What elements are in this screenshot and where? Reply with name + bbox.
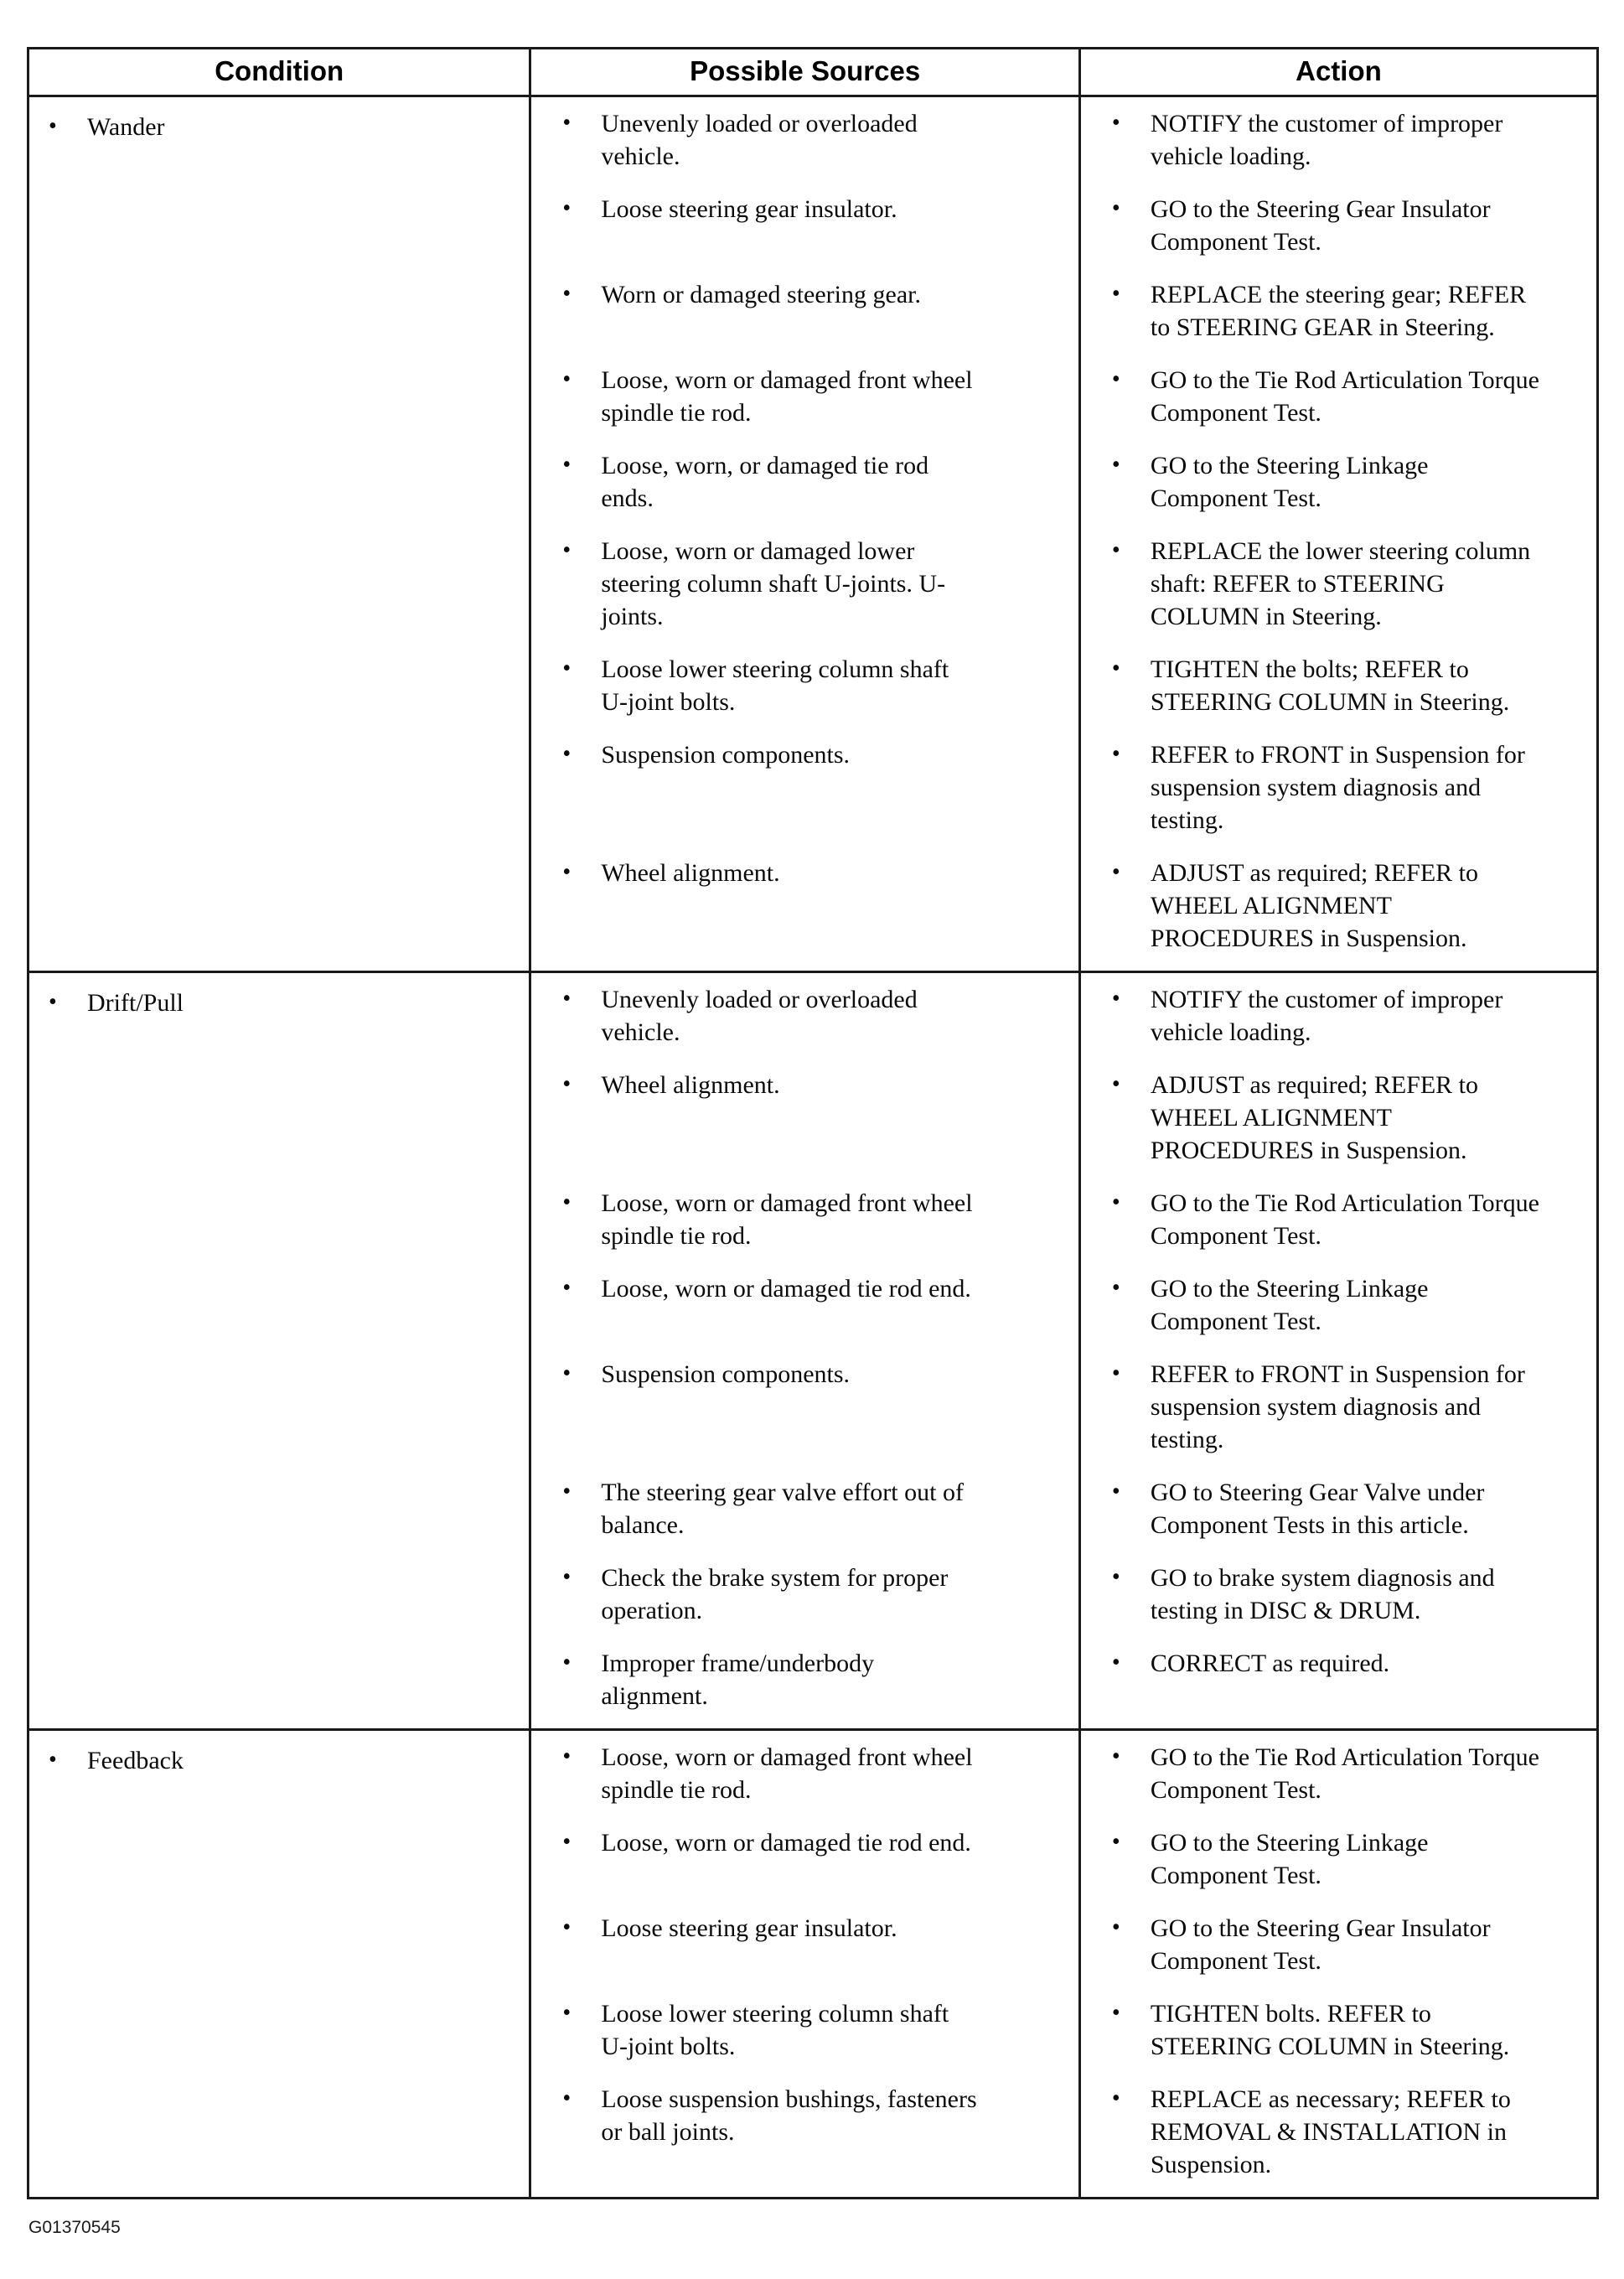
source-text: Loose, worn or damaged front wheel spindle tie rod. [601, 366, 973, 427]
source-cell [530, 649, 1080, 734]
action-cell [1079, 1268, 1597, 1354]
list-item [532, 360, 1078, 444]
action-cell [1079, 1993, 1597, 2079]
bullet-icon: • [1111, 281, 1120, 307]
bullet-icon: • [1111, 1071, 1120, 1097]
source-text: Loose, worn or damaged tie rod end. [601, 1275, 971, 1303]
bullet-icon: • [562, 2085, 572, 2111]
condition-label: Wander [87, 113, 165, 141]
source-cell [530, 734, 1080, 852]
table-row [28, 1730, 1598, 1823]
bullet-icon: • [1111, 452, 1120, 478]
list-item [1082, 1823, 1596, 1907]
action-text: TIGHTEN the bolts; REFER to STEERING COLUMN in Steering. [1150, 655, 1510, 716]
bullet-icon: • [1111, 537, 1120, 563]
source-text: Improper frame/underbody alignment. [601, 1650, 875, 1710]
list-item [1082, 650, 1596, 733]
action-text: GO to the Tie Rod Articulation Torque Component Test. [1150, 366, 1539, 427]
condition-cell [28, 96, 530, 972]
condition-cell [28, 972, 530, 1730]
source-text: Wheel alignment. [601, 1071, 780, 1099]
source-cell [530, 531, 1080, 649]
action-cell [1079, 1354, 1597, 1472]
action-text: GO to the Tie Rod Articulation Torque Component Test. [1150, 1743, 1539, 1804]
source-text: Worn or damaged steering gear. [601, 281, 921, 308]
figure-code: G01370545 [28, 2218, 121, 2237]
list-item [532, 735, 1078, 786]
bullet-icon: • [562, 1650, 572, 1676]
bullet-icon: • [1111, 2000, 1120, 2026]
action-cell [1079, 360, 1597, 445]
action-cell [1079, 649, 1597, 734]
bullet-icon: • [1111, 110, 1120, 136]
condition-cell [28, 1730, 530, 2199]
bullet-icon: • [1111, 1650, 1120, 1676]
source-cell [530, 1730, 1080, 1823]
source-text: Loose lower steering column shaft U-joint bolts. [601, 2000, 949, 2060]
action-cell [1079, 1183, 1597, 1268]
list-item [1082, 1644, 1596, 1695]
bullet-icon: • [49, 989, 57, 1015]
source-cell [530, 972, 1080, 1065]
table-row [28, 96, 1598, 189]
source-text: Loose suspension bushings, fasteners or ball joints. [601, 2085, 977, 2146]
bullet-icon: • [562, 1479, 572, 1505]
action-cell [1079, 274, 1597, 360]
list-item [1082, 1558, 1596, 1642]
list-item [1082, 1473, 1596, 1556]
list-item [532, 1558, 1078, 1642]
list-item [30, 980, 528, 1028]
table-header-row [28, 49, 1598, 96]
list-item [1082, 275, 1596, 359]
list-item [1082, 980, 1596, 1064]
list-item [1082, 360, 1596, 444]
source-cell [530, 1064, 1080, 1183]
source-text: Loose, worn or damaged front wheel spindle tie rod. [601, 1189, 973, 1250]
action-cell [1079, 1908, 1597, 1993]
source-cell [530, 274, 1080, 360]
source-cell [530, 1268, 1080, 1354]
bullet-icon: • [49, 1747, 57, 1773]
list-item [1082, 853, 1596, 970]
action-text: NOTIFY the customer of improper vehicle loading. [1150, 110, 1503, 170]
list-item [532, 189, 1078, 241]
action-cell [1079, 2079, 1597, 2199]
action-text: GO to brake system diagnosis and testing in DISC & DRUM. [1150, 1564, 1495, 1624]
header-possible-sources: Possible Sources [530, 49, 1080, 96]
list-item [532, 650, 1078, 733]
list-item [532, 1184, 1078, 1267]
action-cell [1079, 1730, 1597, 1823]
action-cell [1079, 1643, 1597, 1730]
source-cell [530, 360, 1080, 445]
bullet-icon: • [562, 2000, 572, 2026]
header-condition: Condition [28, 49, 530, 96]
source-text: Suspension components. [601, 1360, 851, 1388]
action-cell [1079, 852, 1597, 972]
list-item [532, 1269, 1078, 1320]
action-text: GO to the Steering Gear Insulator Component Test. [1150, 1914, 1491, 1975]
source-text: Loose, worn or damaged lower steering column shaft U-joints. U-joints. [601, 537, 946, 630]
list-item [1082, 735, 1596, 852]
bullet-icon: • [562, 281, 572, 307]
list-item [532, 1738, 1078, 1821]
bullet-icon: • [562, 1914, 572, 1940]
action-text: CORRECT as required. [1150, 1650, 1390, 1677]
bullet-icon: • [1111, 1829, 1120, 1855]
bullet-icon: • [562, 1360, 572, 1386]
bullet-icon: • [1111, 859, 1120, 885]
source-cell [530, 1822, 1080, 1908]
list-item [532, 104, 1078, 188]
list-item [1082, 1184, 1596, 1267]
source-text: Unevenly loaded or overloaded vehicle. [601, 110, 918, 170]
condition-label: Feedback [87, 1747, 184, 1774]
list-item [532, 980, 1078, 1064]
source-text: Check the brake system for proper operation. [601, 1564, 949, 1624]
source-text: Suspension components. [601, 741, 851, 769]
bullet-icon: • [1111, 1564, 1120, 1590]
action-cell [1079, 1064, 1597, 1183]
list-item [1082, 1909, 1596, 1992]
action-cell [1079, 972, 1597, 1065]
source-text: Loose, worn, or damaged tie rod ends. [601, 452, 929, 512]
bullet-icon: • [562, 1564, 572, 1590]
list-item [1082, 531, 1596, 648]
bullet-icon: • [562, 537, 572, 563]
action-text: REFER to FRONT in Suspension for suspension system diagnosis and testing. [1150, 1360, 1525, 1453]
bullet-icon: • [562, 741, 572, 767]
list-item [1082, 1994, 1596, 2078]
bullet-icon: • [1111, 2085, 1120, 2111]
bullet-icon: • [1111, 1360, 1120, 1386]
bullet-icon: • [1111, 1189, 1120, 1215]
list-item [30, 1738, 528, 1785]
action-text: GO to the Steering Linkage Component Test. [1150, 452, 1429, 512]
action-cell [1079, 1822, 1597, 1908]
action-text: ADJUST as required; REFER to WHEEL ALIGNMENT PROCEDURES in Suspension. [1150, 859, 1479, 952]
list-item [532, 853, 1078, 904]
source-text: The steering gear valve effort out of balance. [601, 1479, 964, 1539]
bullet-icon: • [562, 195, 572, 221]
source-text: Loose, worn or damaged front wheel spindle tie rod. [601, 1743, 973, 1804]
bullet-icon: • [1111, 986, 1120, 1012]
action-text: REFER to FRONT in Suspension for suspension system diagnosis and testing. [1150, 741, 1525, 834]
list-item [532, 1823, 1078, 1874]
source-text: Loose steering gear insulator. [601, 195, 897, 223]
source-cell [530, 1643, 1080, 1730]
bullet-icon: • [49, 113, 57, 139]
bullet-icon: • [562, 452, 572, 478]
source-cell [530, 1993, 1080, 2079]
source-cell [530, 189, 1080, 274]
bullet-icon: • [562, 1275, 572, 1301]
list-item [532, 1473, 1078, 1556]
action-text: GO to Steering Gear Valve under Component Tests in this article. [1150, 1479, 1485, 1539]
table-row [28, 972, 1598, 1065]
bullet-icon: • [562, 1071, 572, 1097]
source-cell [530, 96, 1080, 189]
action-text: GO to the Steering Gear Insulator Component Test. [1150, 195, 1491, 256]
source-text: Loose steering gear insulator. [601, 1914, 897, 1942]
source-cell [530, 1557, 1080, 1643]
action-text: GO to the Steering Linkage Component Test. [1150, 1275, 1429, 1335]
bullet-icon: • [562, 859, 572, 885]
action-text: TIGHTEN bolts. REFER to STEERING COLUMN in Steering. [1150, 2000, 1510, 2060]
list-item [532, 1644, 1078, 1727]
action-text: GO to the Tie Rod Articulation Torque Component Test. [1150, 1189, 1539, 1250]
action-cell [1079, 445, 1597, 531]
bullet-icon: • [1111, 1914, 1120, 1940]
action-text: REPLACE as necessary; REFER to REMOVAL & INSTALLATION in Suspension. [1150, 2085, 1511, 2178]
bullet-icon: • [1111, 741, 1120, 767]
list-item [532, 1994, 1078, 2078]
bullet-icon: • [1111, 1743, 1120, 1769]
bullet-icon: • [1111, 655, 1120, 681]
list-item [532, 446, 1078, 530]
action-text: REPLACE the steering gear; REFER to STEERING GEAR in Steering. [1150, 281, 1527, 341]
list-item [1082, 104, 1596, 188]
source-cell [530, 1472, 1080, 1557]
action-text: NOTIFY the customer of improper vehicle loading. [1150, 986, 1503, 1046]
action-text: REPLACE the lower steering column shaft: REFER to STEERING COLUMN in Steering. [1150, 537, 1531, 630]
source-text: Wheel alignment. [601, 859, 780, 887]
source-cell [530, 445, 1080, 531]
action-text: GO to the Steering Linkage Component Test. [1150, 1829, 1429, 1889]
source-text: Unevenly loaded or overloaded vehicle. [601, 986, 918, 1046]
list-item [1082, 1269, 1596, 1353]
source-cell [530, 1354, 1080, 1472]
bullet-icon: • [562, 1189, 572, 1215]
list-item [1082, 1738, 1596, 1821]
bullet-icon: • [562, 366, 572, 392]
source-text: Loose lower steering column shaft U-joint bolts. [601, 655, 949, 716]
action-cell [1079, 734, 1597, 852]
action-cell [1079, 189, 1597, 274]
bullet-icon: • [1111, 1479, 1120, 1505]
diagnosis-table [27, 47, 1599, 2199]
bullet-icon: • [562, 655, 572, 681]
source-cell [530, 852, 1080, 972]
action-text: ADJUST as required; REFER to WHEEL ALIGNMENT PROCEDURES in Suspension. [1150, 1071, 1479, 1164]
action-cell [1079, 1557, 1597, 1643]
list-item [532, 1354, 1078, 1406]
bullet-icon: • [1111, 366, 1120, 392]
list-item [30, 104, 528, 152]
list-item [1082, 189, 1596, 273]
list-item [1082, 1354, 1596, 1471]
action-cell [1079, 96, 1597, 189]
list-item [1082, 446, 1596, 530]
list-item [532, 531, 1078, 648]
source-cell [530, 2079, 1080, 2199]
list-item [1082, 2080, 1596, 2196]
list-item [532, 275, 1078, 326]
header-action: Action [1079, 49, 1597, 96]
bullet-icon: • [562, 986, 572, 1012]
bullet-icon: • [1111, 1275, 1120, 1301]
list-item [532, 1065, 1078, 1116]
action-cell [1079, 531, 1597, 649]
bullet-icon: • [1111, 195, 1120, 221]
bullet-icon: • [562, 1829, 572, 1855]
bullet-icon: • [562, 1743, 572, 1769]
action-cell [1079, 1472, 1597, 1557]
condition-label: Drift/Pull [87, 989, 184, 1017]
source-cell [530, 1183, 1080, 1268]
bullet-icon: • [562, 110, 572, 136]
list-item [1082, 1065, 1596, 1182]
list-item [532, 2080, 1078, 2163]
source-cell [530, 1908, 1080, 1993]
source-text: Loose, worn or damaged tie rod end. [601, 1829, 971, 1857]
list-item [532, 1909, 1078, 1960]
